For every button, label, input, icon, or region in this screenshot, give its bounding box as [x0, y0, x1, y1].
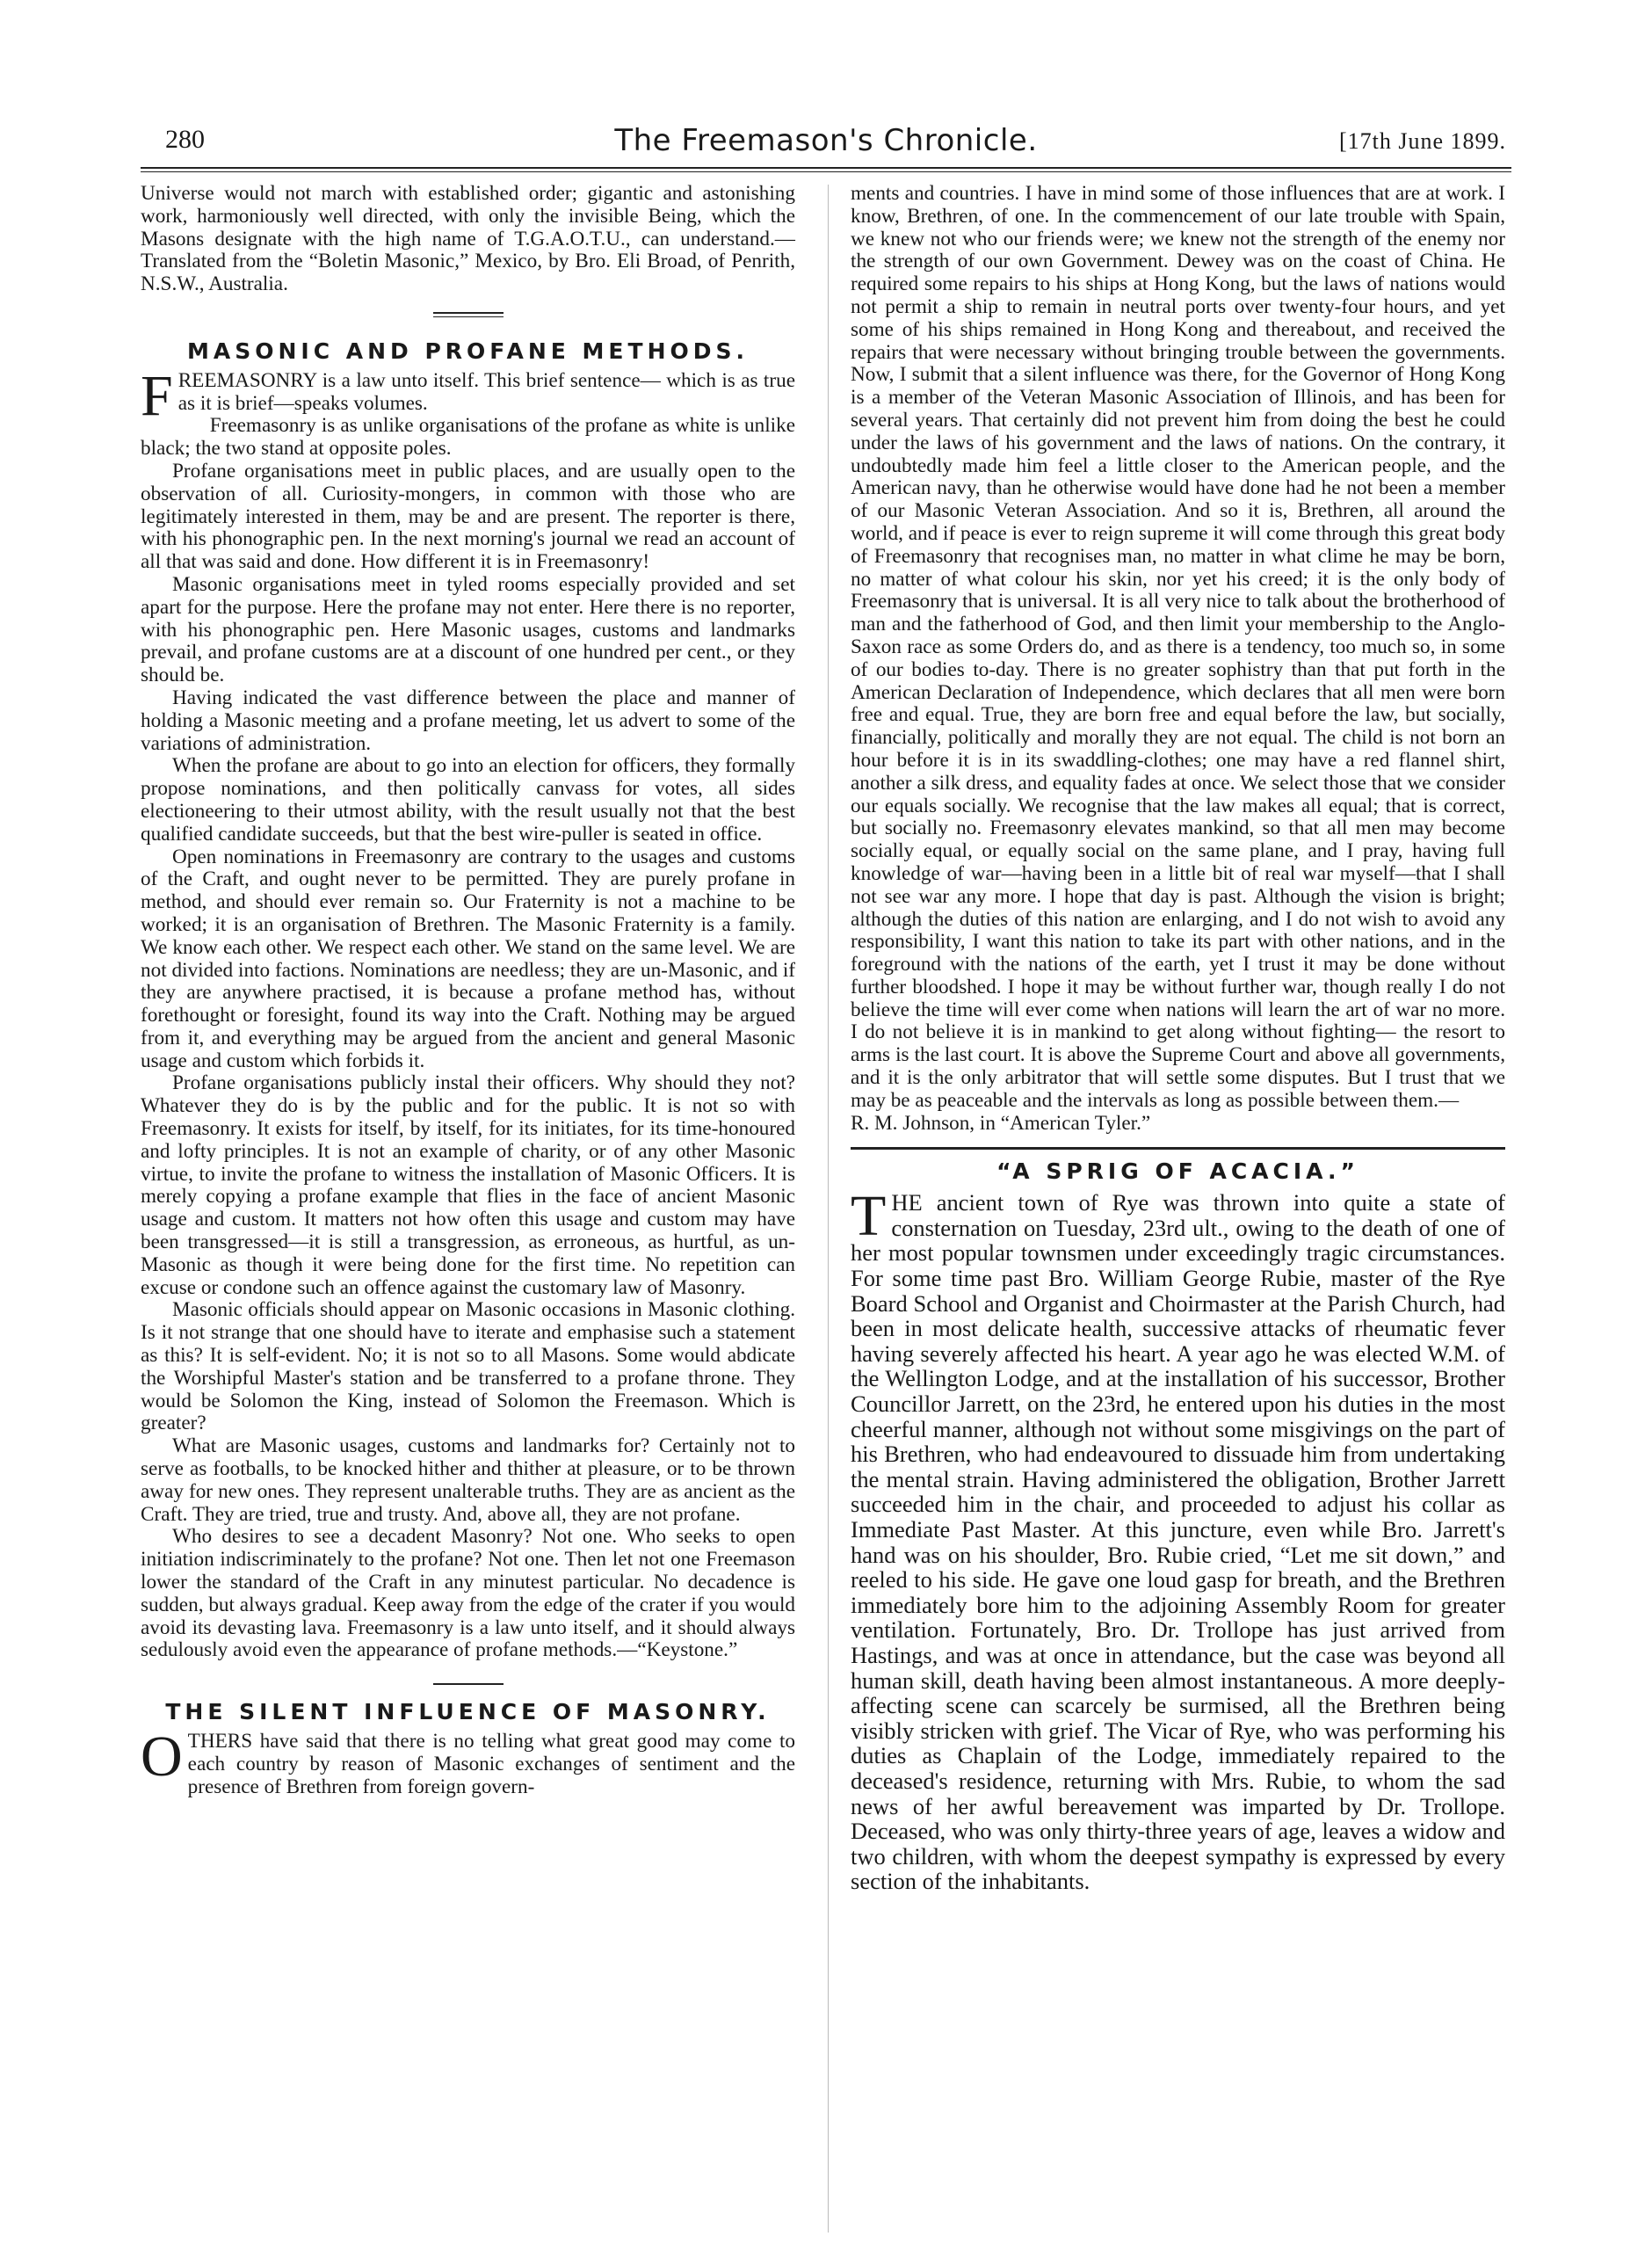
page-header	[141, 123, 1511, 167]
paragraph: Profane organisations publicly instal their officers. Why should they not? Whatever they do is by the public and for the public. It is not so with Freemasonry. It exists for itself, by itself, for its initiates, for its time-honoured and lofty principles. It is not an example of charity, or of any other Masonic virtue, to invite the profane to witness the installation of Masonic Officers. It is merely copying a profane example that flies in the face of ancient Masonic usage and custom. It matters not how often this usage and custom may have been transgressed—it is still a transgression, as erroneous, as hurtful, as un-Masonic as though it were being done for the first time. No repetition can excuse or condone such an offence against the customary law of Masonry.	[141, 1071, 795, 1299]
left-column	[141, 183, 795, 1798]
issue-date: [17th June 1899.	[1338, 128, 1506, 154]
article-continuation: ments and countries. I have in mind some of those influences that are at work. I know, Brethren, of one. In the commencement of our late trouble with Spain, we knew not who our friends were; we knew not the strength of the enemy nor the strength of our own Government. Dewey was on the coast of China. He required some repairs to his ships at Hong Kong, but the laws of nations would not permit a ship to remain in neutral ports over twenty-four hours, and yet some of his ships remained in Hong Kong and thereabout, and received the repairs that were necessary without bringing trouble between the governments. Now, I submit that a silent influence was there, for the Governor of Hong Kong is a member of the Veteran Masonic Association of Illinois, and has been for several years. That certainly did not prevent him from doing the best he could under the laws of his government and the laws of nations. On the contrary, it undoubtedly made him feel a little closer to the American people, and the American navy, than he otherwise would have done had he not been a member of our Masonic Veteran Association. And so it is, Brethren, all around the world, and if peace is ever to reign supreme it will come through this great body of Freemasonry that recognises man, no matter in what clime he may be born, no matter of what colour his skin, nor yet his creed; it is the only body of Freemasonry that is universal. It is all very nice to talk about the brotherhood of man and the fatherhood of God, and then limit your membership to the Anglo-Saxon race as some Orders do, and as there is a tendency, too much so, in some of our bodies to-day. There is no greater sophistry than that put forth in the American Declaration of Independence, which declares that all men were born free and equal. True, they are born free and equal before the law, but socially, financially, politically and morally they are not equal. The child is not born an hour before it is in its swaddling-clothes; one may have a red flannel shirt, another a silk dress, and equality fades at once. We select those that we consider our equals socially. We recognise that the law makes all equal; that is correct, but socially no. Freemasonry elevates mankind, so that all men may become socially equal, or equally social on the same plane, and I pray, having full knowledge of war—having been in a little bit of real war myself—that I shall not see war any more. I hope that day is past. Although the vision is bright; although the duties of this nation are enlarging, and I do not wish to avoid any responsibility, I want this nation to take its part with other nations, and in the foreground with the nations of the earth, yet I trust it may be done without further bloodshed. I hope it may be without further war, though really I do not believe the time will ever come when nations will learn the art of war no more. I do not believe it is in mankind to get along without fighting— the resort to arms is the last court. It is above the Supreme Court and above all governments, and it is the only arbitrator that will settle some disputes. But I trust that we may be as peaceable and the intervals as long as possible between them.—	[851, 182, 1505, 1112]
paragraph: Open nominations in Freemasonry are contrary to the usages and customs of the Craft, and ought never to be permitted. They are purely profane in method, and should ever remain so. Our Fraternity is not a machine to be worked; it is an organisation of Brethren. The Masonic Fraternity is a family. We know each other. We respect each other. We stand on the same level. We are not divided into factions. Nominations are needless; they are un-Masonic, and if they are anywhere practised, it is because a profane method has, without forethought or foresight, found its way into the Craft. Nothing may be argued from it, and everything may be argued from the ancient and general Masonic usage and custom which forbids it.	[141, 845, 795, 1072]
article-first-paragraph: FREEMASONRY is a law unto itself. This brief sentence— which is as true as it is brief—speaks volumes.	[141, 363, 795, 428]
journal-title: The Freemason's Chronicle.	[614, 123, 1038, 158]
drop-cap: O	[141, 1724, 183, 1789]
page-number: 280	[165, 125, 205, 154]
section-divider	[851, 1147, 1505, 1150]
paragraph: When the profane are about to go into an election for officers, they formally propose nominations, and then politically canvass for votes, all sides electioneering to their utmost ability, with the result usually not that the best qualified candidate succeeds, but that the best wire-puller is seated in office.	[141, 754, 795, 846]
article-heading: THE SILENT INFLUENCE OF MASONRY.	[165, 1699, 771, 1725]
article-body: THE ancient town of Rye was thrown into quite a state of consternation on Tuesday, 23rd ult., owing to the death of one of her most popular townsmen under exceedingly tragic circumstances. For some time past Bro. William George Rubie, master of the Rye Board School and Organist and Choirmaster at the Parish Church, had been in most delicate health, successive attacks of rheumatic fever having severely affected his heart. A year ago he was elected W.M. of the Wellington Lodge, and at the installation of his successor, Brother Councillor Jarrett, on the 23rd, he entered upon his duties in the most cheerful manner, although not without some misgivings on the part of his Brethren, who had endeavoured to dissuade him from undertaking the mental strain. Having administered the obligation, Brother Jarrett succeeded him in the chair, and proceeded to adjust his collar as Immediate Past Master. At this juncture, even while Bro. Jarrett's hand was on his shoulder, Bro. Rubie cried, “Let me sit down,” and reeled to his side. He gave one loud gasp for breath, and the Brethren immediately bore him to the adjoining Assembly Room for greater ventilation. Fortunately, Bro. Dr. Trollope has just arrived from Hastings, and was at once in attendance, but the case was beyond all human skill, death having been almost instantaneous. A more deeply-affecting scene can scarcely be surmised, all the Brethren being visibly stricken with grief. The Vicar of Rye, who was performing his duties as Chaplain of the Lodge, immediately repaired to the deceased's residence, returning with Mrs. Rubie, to whom the sad news of her awful bereavement was imparted by Dr. Trollope. Deceased, who was only thirty-three years of age, leaves a widow and two children, with whom the deepest sympathy is expressed by every section of the inhabitants.	[851, 1184, 1505, 1895]
paragraph: What are Masonic usages, customs and landmarks for? Certainly not to serve as footballs, to be knocked hither and thither at pleasure, or to be thrown away for new ones. They represent unalterable truths. They are as ancient as the Craft. They are tried, true and trusty. And, above all, they are not profane.	[141, 1434, 795, 1526]
section-divider	[433, 312, 504, 317]
header-rule	[141, 167, 1511, 172]
paragraph: Masonic officials should appear on Masonic occasions in Masonic clothing. Is it not strange that one should have to iterate and emphasise such a statement as this? It is self-evident. No; it is not so to all Masons. Some would abdicate the Worshipful Master's station and be transferred to a profane throne. They would be Solomon the King, instead of Solomon the Freemason. Which is greater?	[141, 1298, 795, 1435]
right-column	[851, 183, 1505, 1894]
paragraph: Profane organisations meet in public places, and are usually open to the observation of all. Curiosity-mongers, in common with those who are legitimately interested in them, may be and are present. The reporter is there, with his phonographic pen. In the next morning's journal we read an account of all that was said and done. How different it is in Freemasonry!	[141, 459, 795, 574]
drop-cap: T	[851, 1184, 887, 1249]
section-divider	[141, 1674, 795, 1685]
article-attribution: R. M. Johnson, in “American Tyler.”	[851, 1111, 1151, 1135]
newspaper-page	[141, 123, 1511, 2233]
paragraph: Who desires to see a decadent Masonry? Not one. Who seeks to open initiation indiscriminately to the profane? Not one. Then let not one Freemason lower the standard of the Craft in any minutest particular. No decadence is sudden, but always gradual. Keep away from the edge of the crater if you would avoid its devasting lava. Freemasonry is a law unto itself, and it should always sedulously avoid even the appearance of profane methods.—“Keystone.”	[141, 1525, 795, 1662]
article-heading: “A SPRIG OF ACACIA.”	[996, 1158, 1359, 1185]
column-separator	[828, 185, 829, 2233]
paragraph: Masonic organisations meet in tyled rooms especially provided and set apart for the purpose. Here the profane may not enter. Here there is no reporter, with his phonographic pen. Here Masonic usages, customs and landmarks prevail, and profane customs are at a discount of one hundred per cent., or they should be.	[141, 572, 795, 687]
article-ending: Universe would not march with established order; gigantic and astonishing work, harmoniously well directed, with only the invisible Being, which the Masons designate with the high name of T.G.A.O.T.U., can understand.—Translated from the “Boletin Masonic,” Mexico, by Bro. Eli Broad, of Penrith, N.S.W., Australia.	[141, 182, 795, 296]
article-first-paragraph: OTHERS have said that there is no telling what great good may come to each country by reason of Masonic exchanges of sentiment and the presence of Brethren from foreign govern-	[141, 1724, 795, 1798]
article-heading: MASONIC AND PROFANE METHODS.	[186, 338, 749, 364]
drop-cap: F	[141, 363, 173, 428]
paragraph: Freemasonry is as unlike organisations of the profane as white is unlike black; the two stand at opposite poles.	[141, 414, 795, 461]
paragraph: Having indicated the vast difference between the place and manner of holding a Masonic meeting and a profane meeting, let us advert to some of the variations of administration.	[141, 686, 795, 755]
